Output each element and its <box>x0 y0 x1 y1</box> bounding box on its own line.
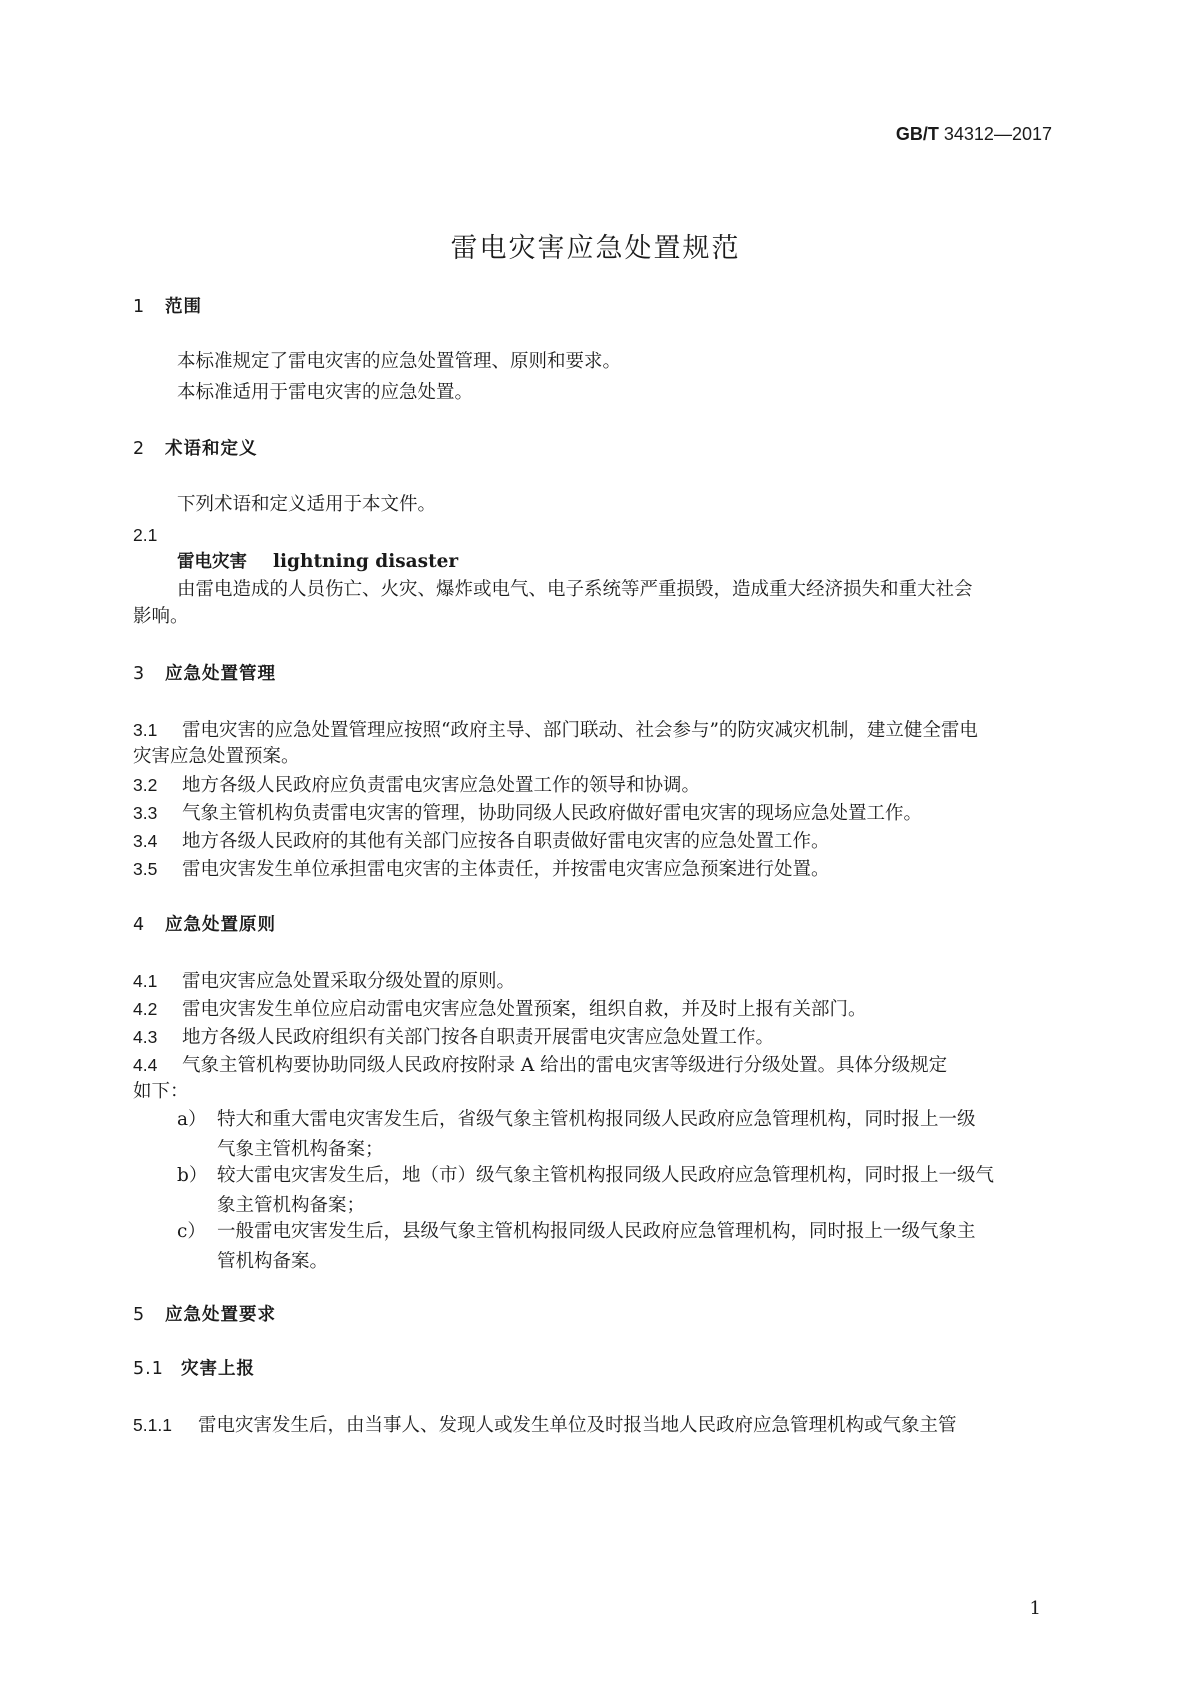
clause-4-3: 4.3 地方各级人民政府组织有关部门按各自职责开展雷电灾害应急处置工作。 <box>133 1027 775 1048</box>
document-page: GB/T 34312—2017 雷电灾害应急处置规范 1 范围 本标准规定了雷电灾害的应急处置管理、原则和要求。 本标准适用于雷电灾害的应急处置。 2 术语和定义 下列术语和定义适用于本文件。 2.1 雷电灾害 lightning disaster 由雷电造成的人员伤亡、火灾、爆炸或电气、电子系统等严重损毁，造成重大经济损失和重大社会 影响。 3 应急处置管理 3.1 雷电灾害的应急处置管理应按照“政府主导、部门联动、社会参与”的防灾减灾机制，建立健全雷电 灾害应急处置预案。 3.2 地方各级人民政府应负责雷电灾害应急处置工作的领导和协调。 3.3 气象主管机构负责雷电灾害的管理，协助同级人民政府做好雷电灾害的现场应急处置工作。 3.4 地方各级人民政府的其他有关部门应按各自职责做好雷电灾害的应急处置工作。 3.5 雷电灾害发生单位承担雷电灾害的主体责任，并按雷电灾害应急预案进行处置。 4 应急处置原则 4.1 雷电灾害应急处置采取分级处置的原则。 4.2 雷电灾害发生单位应启动雷电灾害应急处置预案，组织自救，并及时上报有关部门。 4.3 地方各级人民政府组织有关部门按各自职责开展雷电灾害应急处置工作。 4.4 气象主管机构要协助同级人民政府按附录 A 给出的雷电灾害等级进行分级处置。具体分级规定 如下： a） 特大和重大雷电灾害发生后，省级气象主管机构报同级人民政府应急管理机构，同时报上一级 气象主管机构备案； b） 较大雷电灾害发生后，地（市）级气象主管机构报同级人民政府应急管理机构，同时报上一级气 象主管机构备案； c） 一般雷电灾害发生后，县级气象主管机构报同级人民政府应急管理机构，同时报上一级气象主 管机构备案。 5 应急处置要求 5.1 灾害上报 5.1.1 雷电灾害发生后，由当事人、发现人或发生单位及时报当地人民政府应急管理机构或气象主管 1 <box>0 0 1191 1684</box>
term-definition: 由雷电造成的人员伤亡、火灾、爆炸或电气、电子系统等严重损毁，造成重大经济损失和重大社会 <box>177 579 973 600</box>
term-number: 2.1 <box>133 525 158 545</box>
section-number: 2 <box>133 439 146 459</box>
clause-5-1-1: 5.1.1 雷电灾害发生后，由当事人、发现人或发生单位及时报当地人民政府应急管理机构或气象主管 <box>133 1415 957 1436</box>
clause-3-4: 3.4 地方各级人民政府的其他有关部门应按各自职责做好雷电灾害的应急处置工作。 <box>133 831 830 852</box>
list-marker: a） <box>177 1109 207 1130</box>
term-english: lightning disaster <box>273 551 459 572</box>
paragraph: 下列术语和定义适用于本文件。 <box>177 494 437 515</box>
section-heading-4 <box>133 912 1056 938</box>
section-title: 应急处置原则 <box>165 915 276 935</box>
clause-4-2: 4.2 雷电灾害发生单位应启动雷电灾害应急处置预案，组织自救，并及时上报有关部门。 <box>133 999 867 1020</box>
clause-3-3: 3.3 气象主管机构负责雷电灾害的管理，协助同级人民政府做好雷电灾害的现场应急处置工作。 <box>133 803 923 824</box>
document-title: 雷电灾害应急处置规范 <box>450 233 741 264</box>
section-title: 应急处置要求 <box>165 1305 276 1325</box>
term-chinese: 雷电灾害 <box>177 552 247 572</box>
list-marker: c） <box>177 1221 206 1242</box>
paragraph: 本标准规定了雷电灾害的应急处置管理、原则和要求。 <box>177 351 622 372</box>
clause-3-1-cont: 灾害应急处置预案。 <box>133 746 300 767</box>
clause-3-5: 3.5 雷电灾害发生单位承担雷电灾害的主体责任，并按雷电灾害应急预案进行处置。 <box>133 859 830 880</box>
paragraph: 本标准适用于雷电灾害的应急处置。 <box>177 382 474 403</box>
section-number: 5 <box>133 1305 146 1325</box>
subsection-number: 5.1 <box>133 1359 164 1379</box>
section-heading-1 <box>133 294 1056 320</box>
subsection-title: 灾害上报 <box>181 1359 255 1379</box>
section-title: 术语和定义 <box>165 439 258 459</box>
section-heading-2 <box>133 436 1056 462</box>
standard-number: 34312—2017 <box>943 124 1052 144</box>
section-title: 应急处置管理 <box>165 664 276 684</box>
standard-code <box>896 124 1052 145</box>
section-number: 1 <box>133 297 146 317</box>
clause-4-4-cont: 如下： <box>133 1081 189 1102</box>
clause-4-1: 4.1 雷电灾害应急处置采取分级处置的原则。 <box>133 971 516 992</box>
section-heading-3 <box>133 661 1056 687</box>
clause-3-1: 3.1 雷电灾害的应急处置管理应按照“政府主导、部门联动、社会参与”的防灾减灾机制，建立健全雷电 <box>133 720 978 741</box>
clause-4-4: 4.4 气象主管机构要协助同级人民政府按附录 A 给出的雷电灾害等级进行分级处置。具体分级规定 <box>133 1055 948 1076</box>
section-number: 4 <box>133 915 146 935</box>
section-title: 范围 <box>165 297 202 317</box>
page-number: 1 <box>1029 1598 1041 1619</box>
subsection-heading-5-1 <box>133 1356 1056 1382</box>
section-number: 3 <box>133 664 146 684</box>
term-entry <box>177 549 1100 575</box>
standard-prefix: GB/T <box>895 124 939 144</box>
term-definition-cont: 影响。 <box>133 606 189 627</box>
section-heading-5 <box>133 1302 1056 1328</box>
list-marker: b） <box>177 1165 208 1186</box>
clause-3-2: 3.2 地方各级人民政府应负责雷电灾害应急处置工作的领导和协调。 <box>133 775 701 796</box>
